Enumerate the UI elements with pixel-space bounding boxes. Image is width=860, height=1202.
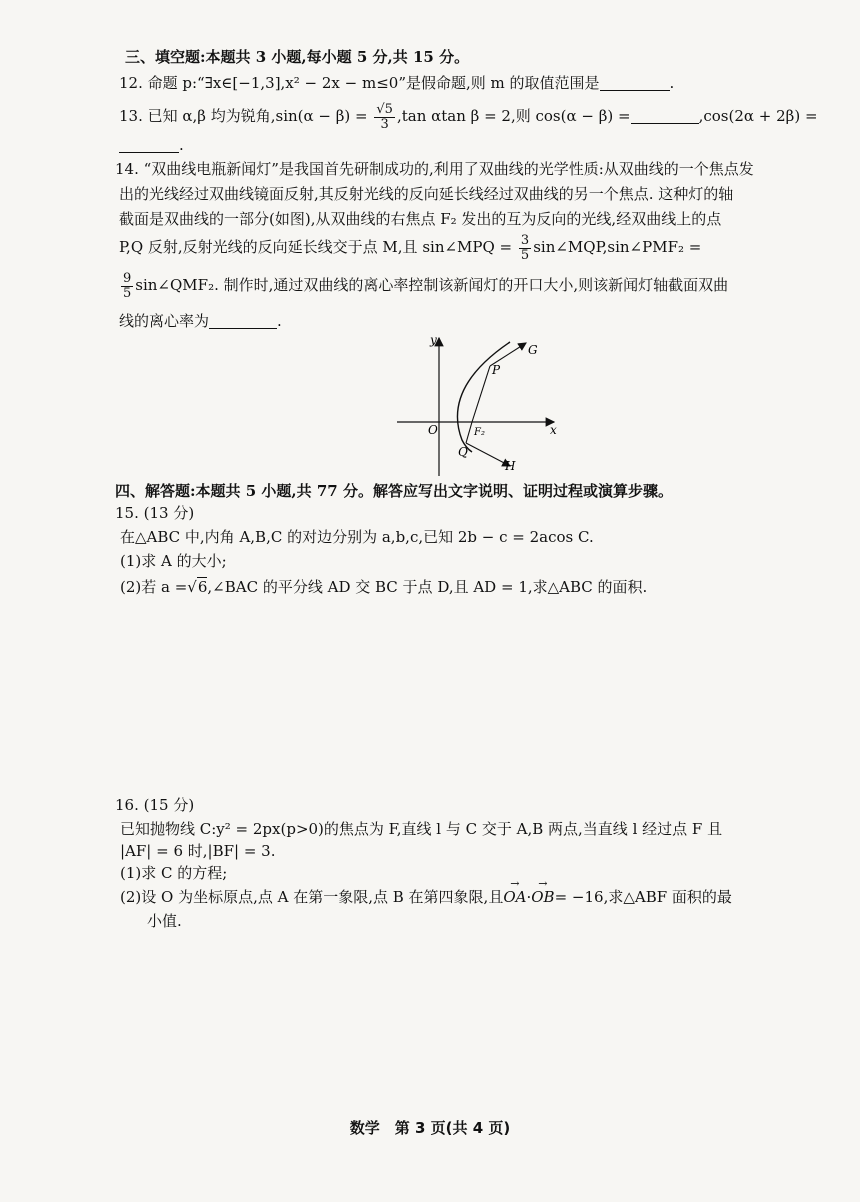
q16-number: 16. (15 分) (115, 796, 195, 814)
q16-part2a: (2)设 O 为坐标原点,点 A 在第一象限,点 B 在第四象限,且 (120, 888, 504, 906)
ray-f2-to-p (472, 366, 490, 422)
q15-part2: (2)若 a =√6,∠BAC 的平分线 AD 交 BC 于点 D,且 AD = 1,求△ABC 的面积. (120, 578, 648, 596)
page-footer: 数学 第 3 页(共 4 页) (349, 1119, 511, 1137)
label-h: H (505, 459, 516, 473)
q14-line-5 (119, 268, 728, 302)
q15-part1: (1)求 A 的大小; (120, 552, 227, 570)
q12-end: . (669, 74, 675, 92)
q13-part1: 13. 已知 α,β 均为锐角,sin(α − β) = (119, 107, 368, 125)
q13-part3: ,cos(2α + 2β) = (698, 107, 818, 125)
q15-sqrt-value: 6 (197, 578, 208, 596)
label-q: Q (458, 445, 468, 459)
q13-frac-den: 3 (380, 116, 389, 132)
label-o: O (428, 423, 438, 437)
q16-stem-2: |AF| = 6 时,|BF| = 3. (120, 842, 276, 860)
vector-oa: → OA (503, 886, 526, 908)
q14-end: . (277, 312, 282, 330)
q16-part2c: 小值. (147, 912, 182, 930)
q14-line-6 (119, 310, 282, 332)
q13-frac-num: √5 (376, 101, 393, 117)
question-12 (119, 72, 674, 94)
q14-line6: 线的离心率为 (119, 312, 210, 330)
label-g: G (528, 343, 538, 357)
hyperbola-figure (392, 330, 570, 480)
q14-line4b: sin∠MQP,sin∠PMF₂ = (533, 238, 702, 256)
section3-header: 三、填空题:本题共 3 小题,每小题 5 分,共 15 分。 (125, 48, 470, 66)
q13-fraction (374, 103, 395, 132)
q14-frac1-num: 3 (520, 232, 530, 248)
q14-frac1-den: 5 (520, 247, 530, 263)
q16-part2b: = −16,求△ABF 面积的最 (554, 888, 732, 906)
q14-line-4 (119, 230, 701, 264)
ray-q-to-h (466, 443, 510, 466)
q16-dot: · (526, 888, 532, 906)
label-y: y (430, 333, 437, 347)
q12-text: 12. 命题 p:“∃x∈[−1,3],x² − 2x − m≤0”是假命题,则 m 的取值范围是 (119, 74, 600, 92)
ray-f2-to-q (466, 422, 472, 443)
q15-part2b: ,∠BAC 的平分线 AD 交 BC 于点 D,且 AD = 1,求△ABC 的面积. (207, 578, 648, 596)
q15-part2a: (2)若 a = (120, 578, 188, 596)
label-p: P (492, 363, 501, 377)
q13-part2: ,tan αtan β = 2,则 cos(α − β) = (396, 107, 631, 125)
q13-second-line (119, 134, 184, 156)
q14-line4a: P,Q 反射,反射光线的反向延长线交于点 M,且 sin∠MPQ = (119, 238, 513, 256)
q16-part2 (120, 886, 732, 908)
q16-stem-1: 已知抛物线 C:y² = 2px(p>0)的焦点为 F,直线 l 与 C 交于 A,B 两点,当直线 l 经过点 F 且 (120, 820, 723, 838)
q13-answer-blank-1[interactable] (631, 107, 699, 124)
q16-part1: (1)求 C 的方程; (120, 864, 228, 882)
q15-number: 15. (13 分) (115, 504, 195, 522)
q12-answer-blank[interactable] (600, 74, 670, 91)
label-x: x (550, 423, 557, 437)
section4-header: 四、解答题:本题共 5 小题,共 77 分。解答应写出文字说明、证明过程或演算步骤。 (115, 482, 673, 500)
vector-ob: → OB (531, 886, 554, 908)
q14-fraction-1 (519, 234, 531, 263)
q14-line5: sin∠QMF₂. 制作时,通过双曲线的离心率控制该新闻灯的开口大小,则该新闻灯轴截面双曲 (135, 276, 729, 294)
q14-answer-blank[interactable] (209, 312, 277, 329)
q14-line-3: 截面是双曲线的一部分(如图),从双曲线的右焦点 F₂ 发出的互为反向的光线,经双曲线上的点 (119, 210, 722, 228)
q14-line-1: 14. “双曲线电瓶新闻灯”是我国首先研制成功的,利用了双曲线的光学性质:从双曲线的一个焦点发 (115, 160, 754, 178)
question-13 (119, 100, 818, 132)
q13-end: . (179, 136, 184, 154)
q13-answer-blank-2[interactable] (119, 136, 179, 153)
q15-stem: 在△ABC 中,内角 A,B,C 的对边分别为 a,b,c,已知 2b − c = 2acos C. (120, 528, 594, 546)
q14-fraction-2 (121, 272, 133, 301)
q14-frac2-num: 9 (123, 270, 132, 286)
label-f2: F₂ (474, 427, 485, 438)
q14-line-2: 出的光线经过双曲线镜面反射,其反射光线的反向延长线经过双曲线的另一个焦点. 这种灯的轴 (119, 185, 734, 203)
q14-frac2-den: 5 (123, 285, 132, 301)
